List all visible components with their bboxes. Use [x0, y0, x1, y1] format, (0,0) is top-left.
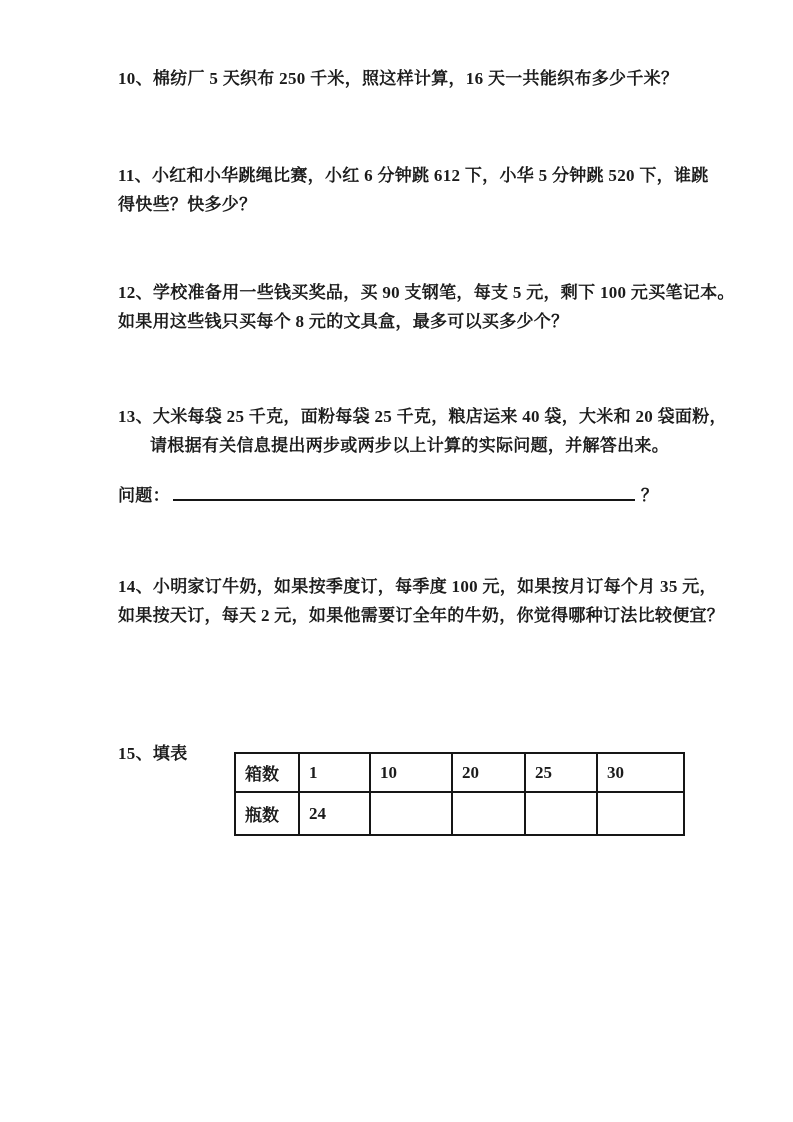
table-cell-bottles-2[interactable] — [370, 792, 452, 835]
problem-13-line-1: 13、大米每袋 25 千克，面粉每袋 25 千克，粮店运来 40 袋，大米和 20 袋面粉， — [118, 407, 727, 426]
answer-blank-line[interactable] — [173, 499, 635, 501]
table-row-bottles — [235, 792, 684, 835]
table-cell-boxes-3: 20 — [452, 753, 525, 792]
problem-12-line-2: 如果用这些钱只买每个 8 元的文具盒，最多可以买多少个？ — [118, 312, 569, 331]
problem-10 — [118, 64, 678, 93]
table-row-boxes — [235, 753, 684, 792]
table-header-boxes: 箱数 — [235, 753, 299, 792]
problem-15-label: 15、填表 — [118, 744, 188, 763]
table-cell-boxes-5: 30 — [597, 753, 684, 792]
problem-14-line-1: 14、小明家订牛奶，如果按季度订，每季度 100 元，如果按月订每个月 35 元， — [118, 577, 717, 596]
table-cell-bottles-3[interactable] — [452, 792, 525, 835]
table-cell-boxes-4: 25 — [525, 753, 597, 792]
problem-13-line-2: 请根据有关信息提出两步或两步以上计算的实际问题，并解答出来。 — [150, 436, 669, 455]
question-label: 问题： — [118, 486, 170, 505]
table-cell-bottles-4[interactable] — [525, 792, 597, 835]
problem-15 — [118, 739, 188, 768]
problem-10-line-1: 10、棉纺厂 5 天织布 250 千米，照这样计算，16 天一共能织布多少千米？ — [118, 69, 679, 88]
table-cell-bottles-5[interactable] — [597, 792, 684, 835]
problem-11-line-1: 11、小红和小华跳绳比赛，小红 6 分钟跳 612 下，小华 5 分钟跳 520 下，谁跳 — [118, 166, 709, 185]
problem-12-line-1: 12、学校准备用一些钱买奖品，买 90 支钢笔，每支 5 元，剩下 100 元买笔记本。 — [118, 283, 735, 302]
table-cell-boxes-2: 10 — [370, 753, 452, 792]
problem-14 — [118, 572, 724, 630]
table-cell-bottles-1: 24 — [299, 792, 370, 835]
problem-14-line-2: 如果按天订，每天 2 元，如果他需要订全年的牛奶，你觉得哪种订法比较便宜？ — [118, 606, 725, 625]
problem-13 — [118, 402, 727, 460]
table-header-bottles: 瓶数 — [235, 792, 299, 835]
problem-12 — [118, 278, 735, 336]
table-cell-boxes-1: 1 — [299, 753, 370, 792]
problem-11-line-2: 得快些？快多少？ — [118, 195, 257, 214]
fill-table — [234, 752, 685, 836]
question-mark: ？ — [640, 486, 659, 505]
fill-table-container — [234, 752, 685, 836]
problem-11 — [118, 161, 709, 219]
question-prompt-line — [118, 481, 658, 510]
